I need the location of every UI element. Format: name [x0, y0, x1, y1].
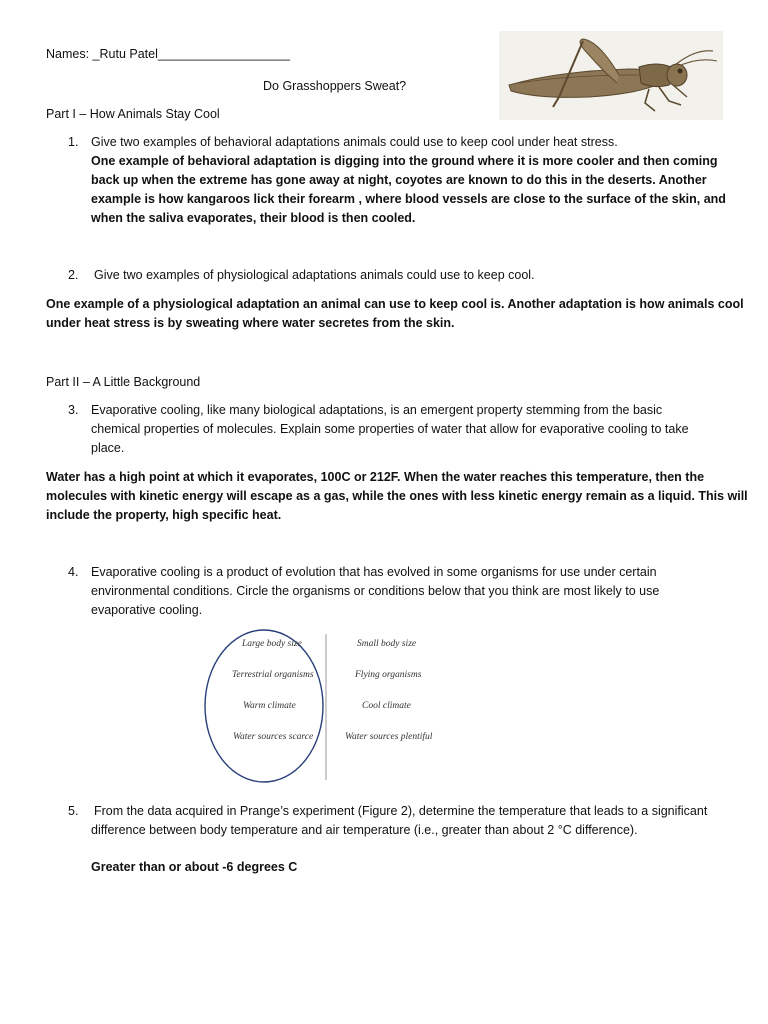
- figure-left-item[interactable]: Water sources scarce: [233, 732, 314, 742]
- q4-prompt-line: Evaporative cooling is a product of evolution that has evolved in some organisms for use under certain: [91, 565, 657, 579]
- q3-prompt-line: chemical properties of molecules. Explain some properties of water that allow for evaporative cooling to take: [91, 422, 689, 436]
- q5-prompt-line: From the data acquired in Prange’s experiment (Figure 2), determine the temperature that leads to a significant: [94, 804, 708, 818]
- q1-answer-line: back up when the extreme has gone away at night, coyotes are known to do this in the deserts. Another: [91, 173, 707, 187]
- part1-heading: Part I – How Animals Stay Cool: [46, 107, 220, 121]
- q1-answer-line: example is how kangaroos lick their forearm , where blood vessels are close to the surface of the skin, and: [91, 192, 726, 206]
- q1-number: 1.: [68, 135, 79, 149]
- q2-number: 2.: [68, 268, 79, 282]
- figure-right-item[interactable]: Water sources plentiful: [345, 732, 433, 742]
- q4-number: 4.: [68, 565, 79, 579]
- page-title: Do Grasshoppers Sweat?: [263, 79, 407, 93]
- figure-right-item[interactable]: Small body size: [357, 639, 417, 649]
- q1-answer-line: One example of behavioral adaptation is digging into the ground where it is more cooler and then coming: [91, 154, 718, 168]
- q4-figure: [200, 628, 436, 786]
- grasshopper-image: [499, 31, 723, 120]
- q2-answer-line: One example of a physiological adaptation an animal can use to keep cool is. Another adaptation is how animals cool: [46, 297, 744, 311]
- q5-prompt-line: difference between body temperature and air temperature (i.e., greater than about 2 °C difference).: [91, 823, 638, 837]
- figure-right-item[interactable]: Cool climate: [362, 701, 411, 711]
- q3-answer-line: molecules with kinetic energy will escape as a gas, while the ones with less kinetic energy remain as a liquid. This will: [46, 489, 748, 503]
- figure-left-item[interactable]: Terrestrial organisms: [232, 670, 314, 680]
- q4-prompt-line: evaporative cooling.: [91, 603, 203, 617]
- figure-right-item[interactable]: Flying organisms: [355, 670, 422, 680]
- q2-prompt: Give two examples of physiological adaptations animals could use to keep cool.: [94, 268, 535, 282]
- q3-prompt-line: place.: [91, 441, 125, 455]
- q3-prompt-line: Evaporative cooling, like many biological adaptations, is an emergent property stemming from the basic: [91, 403, 663, 417]
- q5-number: 5.: [68, 804, 79, 818]
- q2-answer-line: under heat stress is by sweating where water secretes from the skin.: [46, 316, 455, 330]
- figure-left-item[interactable]: Warm climate: [243, 701, 296, 711]
- q3-answer-line: include the property, high specific heat.: [46, 508, 282, 522]
- q3-answer-line: Water has a high point at which it evaporates, 100C or 212F. When the water reaches this temperature, then the: [46, 470, 705, 484]
- q4-prompt-line: environmental conditions. Circle the organisms or conditions below that you think are most likely to use: [91, 584, 660, 598]
- figure-left-item[interactable]: Large body size: [242, 639, 302, 649]
- names-value: _Rutu Patel___________________: [92, 47, 290, 61]
- q5-answer: Greater than or about -6 degrees C: [91, 860, 298, 874]
- q1-answer-line: when the saliva evaporates, their blood is then cooled.: [91, 211, 416, 225]
- names-line: [46, 45, 290, 64]
- q1-prompt: Give two examples of behavioral adaptations animals could use to keep cool under heat stress.: [91, 135, 618, 149]
- part2-heading: Part II – A Little Background: [46, 375, 201, 389]
- q3-number: 3.: [68, 403, 79, 417]
- names-label: Names:: [46, 47, 93, 61]
